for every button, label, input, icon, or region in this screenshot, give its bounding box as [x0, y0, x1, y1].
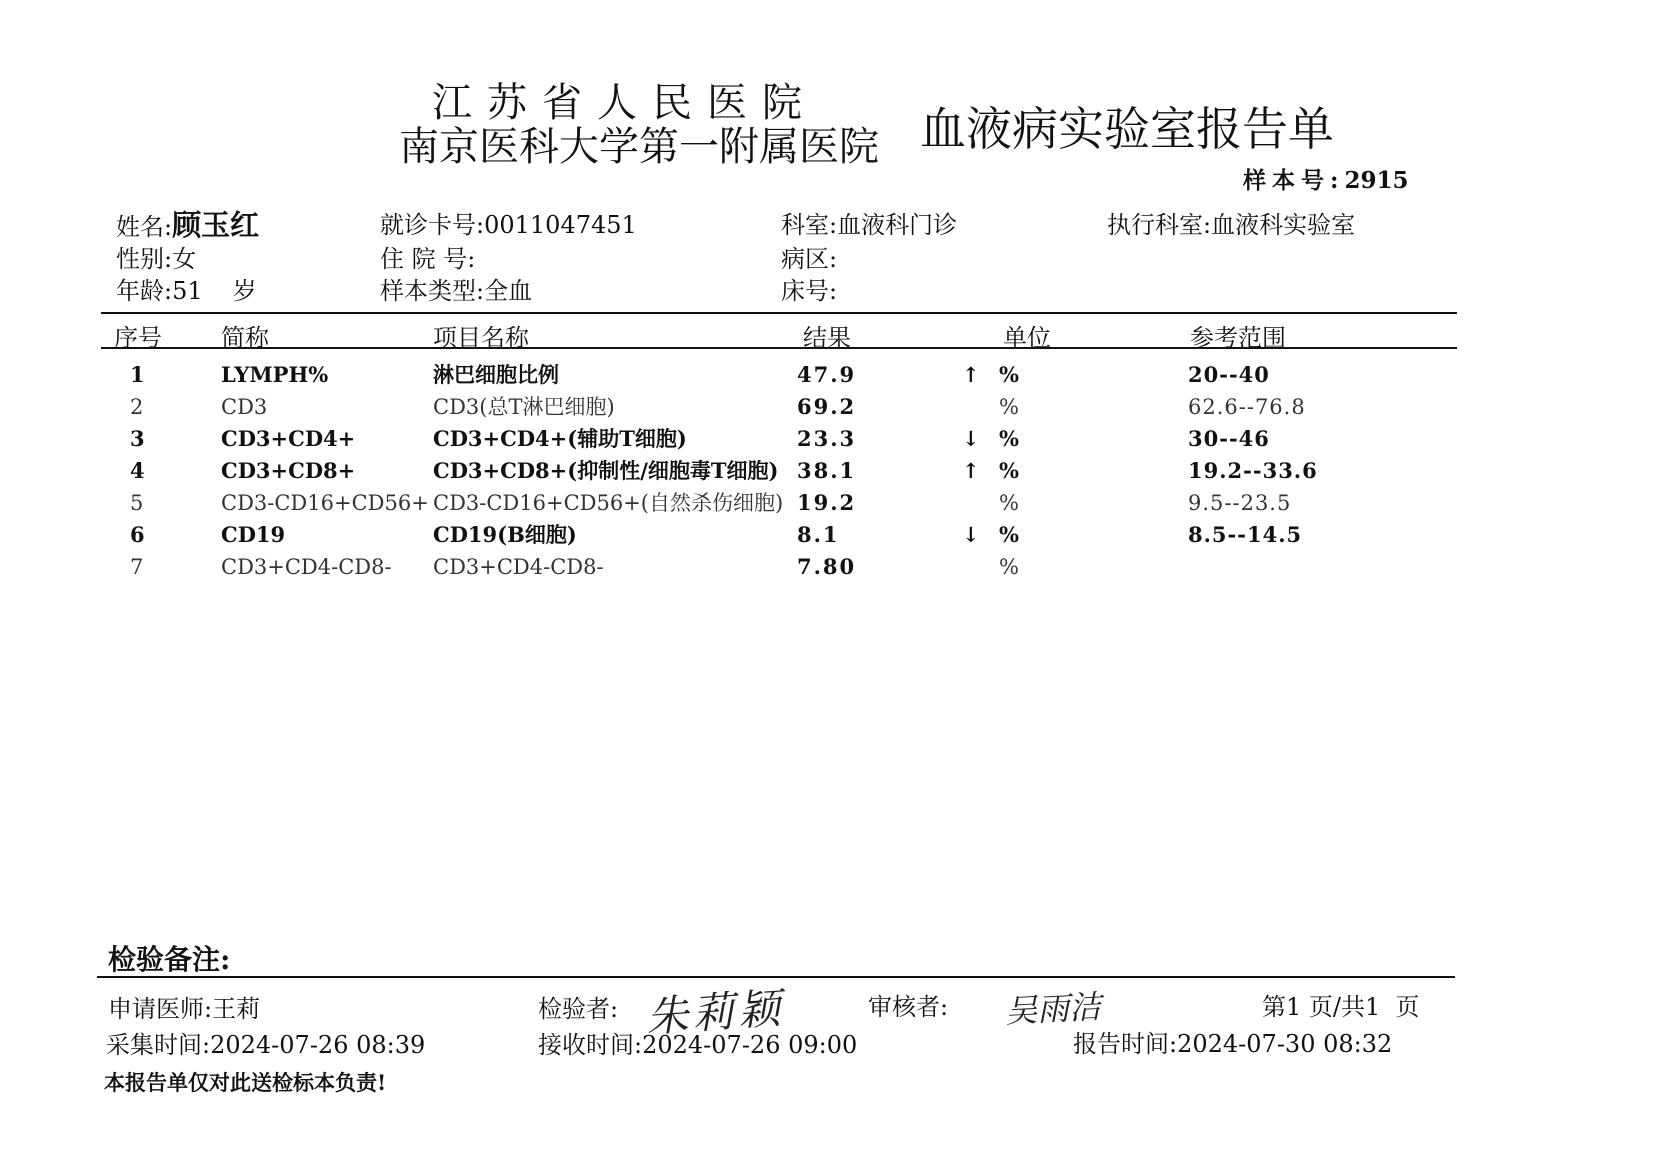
- row-abbreviation: LYMPH%: [221, 362, 329, 387]
- patient-age-field: [116, 276, 257, 306]
- row-abbreviation: CD19: [221, 522, 286, 547]
- table-row: [0, 391, 1653, 423]
- row-abbreviation: CD3+CD8+: [221, 458, 356, 483]
- card-number-label: 就诊卡号:: [380, 211, 485, 239]
- row-unit: %: [999, 426, 1019, 451]
- row-number: 4: [130, 458, 145, 483]
- sample-number: [1243, 167, 1409, 195]
- row-number: 3: [130, 426, 145, 451]
- card-number-field: [380, 210, 637, 240]
- inpatient-number-label: 住 院 号:: [380, 245, 476, 273]
- sample-number-label: 样本号:: [1243, 167, 1345, 194]
- row-item-name: CD3+CD4+(辅助T细胞): [433, 426, 687, 451]
- report-time: 2024-07-30 08:32: [1177, 1030, 1393, 1058]
- row-reference-range: 8.5--14.5: [1188, 522, 1303, 547]
- row-item-name: CD19(B细胞): [433, 522, 577, 547]
- ward-label: 病区:: [781, 245, 838, 273]
- row-result: 19.2: [797, 490, 857, 515]
- sample-number-value: 2915: [1344, 167, 1409, 194]
- row-unit: %: [999, 491, 1019, 515]
- row-unit: %: [999, 458, 1019, 483]
- hospital-affiliation: 南京医科大学第一附属医院: [399, 124, 879, 170]
- col-header-abbr: 简称: [221, 324, 269, 352]
- collect-time: 2024-07-26 08:39: [210, 1031, 426, 1059]
- row-abbreviation: CD3-CD16+CD56+: [221, 491, 429, 515]
- row-abbreviation: CD3+CD4+: [221, 426, 356, 451]
- row-result: 7.80: [797, 554, 857, 579]
- table-top-rule: [101, 312, 1457, 314]
- row-number: 5: [130, 491, 144, 515]
- report-time-label: 报告时间:: [1073, 1030, 1178, 1058]
- sample-type-field: [380, 276, 532, 306]
- report-title: 血液病实验室报告单: [920, 102, 1334, 156]
- row-reference-range: 19.2--33.6: [1188, 458, 1318, 483]
- row-number: 6: [130, 522, 145, 547]
- row-unit: %: [999, 555, 1019, 579]
- row-unit: %: [999, 395, 1019, 419]
- hospital-name: 江苏省人民医院: [432, 80, 817, 126]
- col-header-name: 项目名称: [433, 324, 529, 352]
- col-header-result: 结果: [803, 324, 851, 352]
- sample-type-label: 样本类型:: [380, 277, 485, 305]
- remark-label: 检验备注:: [108, 943, 231, 976]
- table-row: [0, 359, 1653, 391]
- row-item-name: CD3+CD8+(抑制性/细胞毒T细胞): [433, 458, 779, 483]
- receive-time-label: 接收时间:: [538, 1031, 643, 1059]
- bed-field: [781, 276, 837, 306]
- patient-name-field: [116, 210, 259, 242]
- col-header-reference: 参考范围: [1190, 324, 1286, 352]
- patient-gender-label: 性别:: [116, 245, 173, 273]
- row-flag-arrow: ↑: [962, 458, 980, 483]
- row-item-name: CD3+CD4-CD8-: [433, 555, 604, 579]
- patient-gender: 女: [172, 245, 197, 273]
- card-number: 0011047451: [484, 211, 637, 239]
- row-unit: %: [999, 362, 1019, 387]
- row-unit: %: [999, 522, 1019, 547]
- receive-time: 2024-07-26 09:00: [642, 1031, 858, 1059]
- sample-type: 全血: [484, 277, 533, 305]
- tester-signature: 朱莉颖: [644, 983, 786, 1042]
- department-field: [781, 210, 957, 240]
- report-time-field: [1073, 1029, 1392, 1059]
- requester: 王莉: [212, 995, 261, 1023]
- row-number: 1: [130, 362, 145, 387]
- row-item-name: CD3-CD16+CD56+(自然杀伤细胞): [433, 491, 784, 515]
- row-result: 23.3: [797, 426, 857, 451]
- row-number: 7: [130, 555, 144, 579]
- col-header-no: 序号: [114, 324, 162, 352]
- table-row: [0, 487, 1653, 519]
- patient-age-unit: 岁: [232, 277, 257, 305]
- row-item-name: 淋巴细胞比例: [433, 362, 559, 387]
- requester-label: 申请医师:: [108, 995, 213, 1023]
- row-abbreviation: CD3: [221, 395, 268, 419]
- row-flag-arrow: ↓: [962, 522, 980, 547]
- row-result: 38.1: [797, 458, 857, 483]
- exec-department-label: 执行科室:: [1107, 211, 1212, 239]
- inpatient-number-field: [380, 244, 475, 274]
- patient-gender-field: [116, 244, 196, 274]
- row-result: 47.9: [797, 362, 857, 387]
- collect-time-field: [106, 1030, 425, 1060]
- row-reference-range: 9.5--23.5: [1188, 491, 1292, 515]
- row-reference-range: 30--46: [1188, 426, 1270, 451]
- department-label: 科室:: [781, 211, 838, 239]
- collect-time-label: 采集时间:: [106, 1031, 211, 1059]
- row-flag-arrow: ↑: [962, 362, 980, 387]
- row-result: 8.1: [797, 522, 840, 547]
- table-row: [0, 455, 1653, 487]
- department: 血液科门诊: [837, 211, 958, 239]
- patient-age: 51: [172, 277, 203, 305]
- requester-field: [108, 994, 260, 1024]
- col-header-unit: 单位: [1003, 324, 1051, 352]
- reviewer-label: 审核者:: [868, 993, 949, 1021]
- row-number: 2: [130, 395, 144, 419]
- table-row: [0, 551, 1653, 583]
- reviewer-signature: 吴雨洁: [1004, 987, 1103, 1031]
- patient-name: 顾玉红: [172, 208, 260, 242]
- row-reference-range: 20--40: [1188, 362, 1270, 387]
- receive-time-field: [538, 1030, 857, 1060]
- table-row: [0, 519, 1653, 551]
- patient-name-label: 姓名:: [116, 213, 173, 241]
- row-flag-arrow: ↓: [962, 426, 980, 451]
- ward-field: [781, 244, 837, 274]
- exec-department: 血液科实验室: [1211, 211, 1356, 239]
- row-result: 69.2: [797, 394, 857, 419]
- patient-age-label: 年龄:: [116, 277, 173, 305]
- bed-label: 床号:: [781, 277, 838, 305]
- exec-department-field: [1107, 210, 1355, 240]
- tester-label: 检验者:: [538, 995, 619, 1023]
- table-row: [0, 423, 1653, 455]
- row-reference-range: 62.6--76.8: [1188, 395, 1306, 419]
- row-item-name: CD3(总T淋巴细胞): [433, 395, 615, 419]
- page-indicator: 第1 页/共1 页: [1262, 993, 1420, 1021]
- row-abbreviation: CD3+CD4-CD8-: [221, 555, 392, 579]
- disclaimer: 本报告单仅对此送检标本负责!: [104, 1070, 387, 1095]
